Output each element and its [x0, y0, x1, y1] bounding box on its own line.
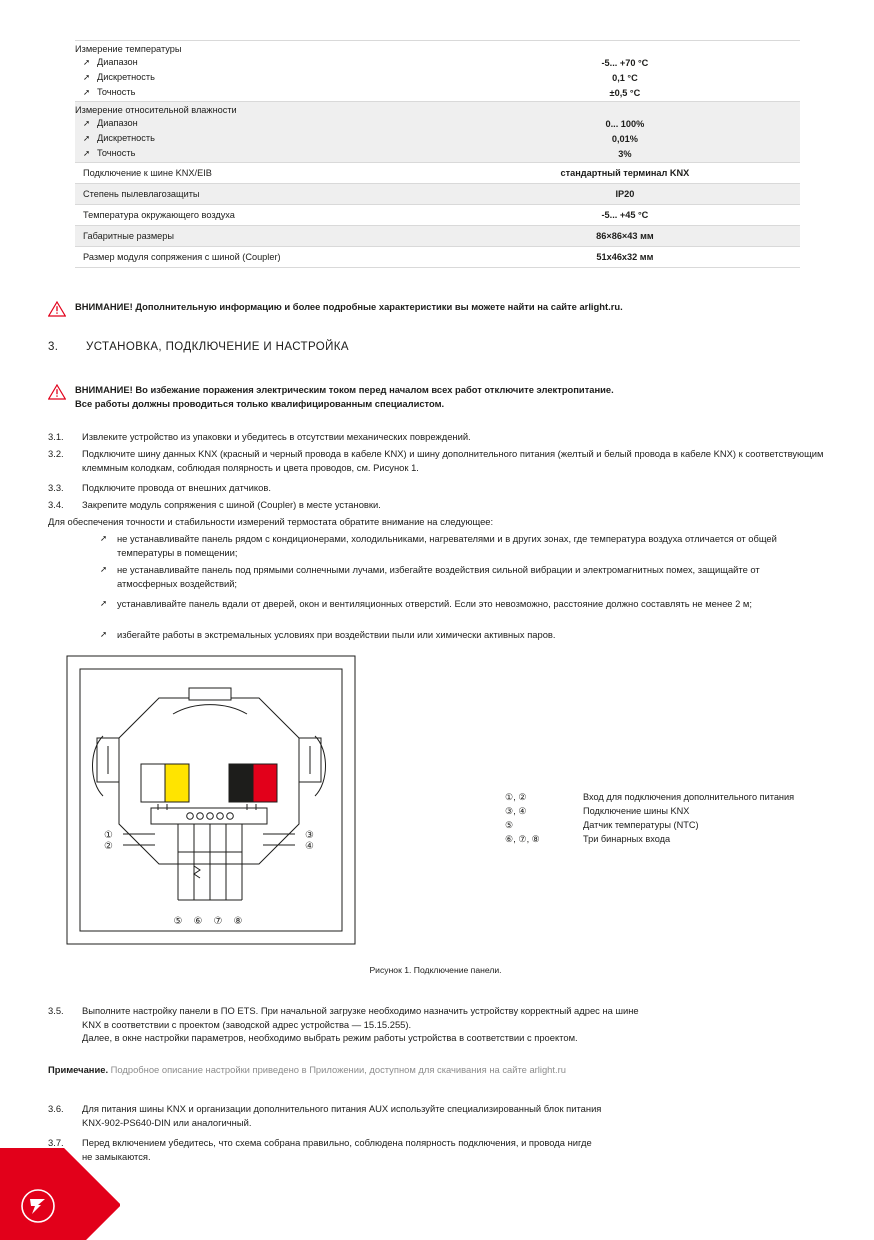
list-item — [48, 430, 838, 444]
arrow-icon: ➚ — [100, 564, 108, 574]
svg-text:⑥: ⑥ — [193, 916, 203, 927]
table-cell-value: 86×86×43 мм — [450, 226, 800, 247]
table-cell-label: Размер модуля сопряжения с шиной (Coupler) — [75, 247, 450, 268]
bullet-text: устанавливайте панель вдали от дверей, окон и вентиляционных отверстий. Если это невозможно, расстояние должно составлять не менее 2 м; — [117, 598, 752, 609]
table-cell-label: Подключение к шине KNX/EIB — [75, 163, 450, 184]
step-text: Закрепите модуль сопряжения с шиной (Coupler) в месте установки. — [82, 499, 381, 510]
step-text: Для питания шины KNX и организации дополнительного питания AUX используйте специализированный блок питания KNX-902-PS640-DIN или аналогичный. — [82, 1103, 602, 1128]
warning-triangle-icon — [48, 301, 65, 316]
step-number: 3.6. — [48, 1103, 64, 1114]
legend-label: Три бинарных входа — [583, 834, 671, 844]
sub-row-label: ➚ Дискретность — [97, 131, 450, 146]
note-label: Примечание. — [48, 1064, 109, 1075]
legend-key: ③, ④ — [505, 806, 527, 816]
list-item — [48, 1102, 838, 1129]
note-block — [48, 1063, 838, 1077]
page-title: УСТАНОВКА, ПОДКЛЮЧЕНИЕ И НАСТРОЙКА — [86, 341, 349, 353]
table-cell-value — [450, 41, 800, 102]
sub-row-label: ➚ Диапазон — [97, 116, 450, 131]
list-item — [48, 447, 838, 474]
table-cell-label — [75, 41, 450, 102]
list-item — [48, 1004, 838, 1045]
table-row — [75, 184, 800, 205]
svg-text:②: ② — [104, 841, 113, 852]
sub-row-label: ➚ Точность — [97, 85, 450, 100]
arrow-icon: ➚ — [83, 87, 91, 97]
legend-key: ⑤ — [505, 820, 514, 830]
warning-block-1 — [48, 300, 808, 316]
arrow-icon: ➚ — [100, 598, 108, 608]
value-stack: -5... +70 °C 0,1 °C ±0,5 °C — [450, 41, 800, 101]
step-number: 3.5. — [48, 1005, 64, 1016]
warning-text: ВНИМАНИЕ! Во избежание поражения электрическим током перед началом всех работ отключите электропитание. Все работы должны проводиться только квалифицированным специалистом. — [75, 384, 614, 409]
list-item — [100, 597, 820, 611]
svg-text:⑦: ⑦ — [213, 916, 223, 927]
step-text: Подключите провода от внешних датчиков. — [82, 482, 271, 493]
brand-corner — [0, 1148, 120, 1240]
svg-text:⑤: ⑤ — [173, 916, 183, 927]
table-cell-value: -5... +45 °C — [450, 205, 800, 226]
svg-text:④: ④ — [305, 841, 314, 852]
step-number: 3.1. — [48, 431, 64, 442]
diagram-legend — [505, 790, 794, 846]
legend-key: ⑥, ⑦, ⑧ — [505, 834, 540, 844]
table-row — [75, 247, 800, 268]
spacer — [450, 102, 800, 117]
svg-text:⑧: ⑧ — [233, 916, 243, 927]
table-row — [75, 41, 800, 102]
arrow-icon: ➚ — [83, 57, 91, 67]
legend-item — [505, 818, 794, 832]
table-row — [75, 102, 800, 163]
table-cell-label: Габаритные размеры — [75, 226, 450, 247]
step-text: Перед включением убедитесь, что схема собрана правильно, соблюдена полярность подключения, и провода нигде не замыкаются. — [82, 1137, 592, 1162]
arrow-icon: ➚ — [83, 148, 91, 158]
list-item — [48, 481, 838, 495]
bullets-intro: Для обеспечения точности и стабильности измерений термостата обратите внимание на следующее: — [48, 516, 494, 527]
step-text: Извлеките устройство из упаковки и убедитесь в отсутствии механических повреждений. — [82, 431, 471, 442]
table-cell-label: Степень пылевлагозащиты — [75, 184, 450, 205]
table-cell-value — [450, 102, 800, 163]
group-title: Измерение температуры — [75, 44, 182, 54]
group-title: Измерение относительной влажности — [75, 105, 237, 115]
table-row — [75, 163, 800, 184]
arrow-icon: ➚ — [100, 533, 108, 543]
sub-row-label: ➚ Точность — [97, 146, 450, 161]
arrow-icon: ➚ — [83, 118, 91, 128]
wiring-diagram — [63, 652, 423, 957]
warning-triangle-icon — [48, 384, 65, 399]
step-number: 3.4. — [48, 499, 64, 510]
figure-caption: Рисунок 1. Подключение панели. — [369, 965, 502, 975]
logo-glyph-icon — [20, 1188, 56, 1224]
step-text: Выполните настройку панели в ПО ETS. При начальной загрузке необходимо назначить устройству корректный адрес на шине KNX в соответствии с проектом (заводской адрес устройства — 15.15.255). Далее, в окне настройки параметров, необходимо выбрать режим работы устройства в соответствии с проектом. — [82, 1005, 639, 1044]
step-number: 3.7. — [48, 1137, 64, 1148]
bullet-text: избегайте работы в экстремальных условиях при воздействии пыли или химически активных паров. — [117, 629, 556, 640]
bullet-text: не устанавливайте панель рядом с кондиционерами, холодильниками, нагревателями и в других зонах, где температура воздуха отличается от общей температуры в помещении; — [117, 533, 777, 558]
list-item — [100, 628, 820, 642]
table-cell-label: Температура окружающего воздуха — [75, 205, 450, 226]
legend-label: Подключение шины KNX — [583, 806, 690, 816]
table-cell-value: 51x46x32 мм — [450, 247, 800, 268]
arlight-logo — [20, 1188, 56, 1224]
svg-text:③: ③ — [305, 830, 314, 841]
diagram-svg — [63, 652, 423, 957]
specifications-table — [75, 40, 800, 268]
table-cell-label — [75, 102, 450, 163]
list-item — [100, 563, 820, 590]
list-item — [48, 1136, 838, 1163]
sub-row-label: ➚ Диапазон — [97, 55, 450, 70]
table-row — [75, 205, 800, 226]
legend-item — [505, 832, 794, 846]
arrow-icon: ➚ — [83, 133, 91, 143]
corner-shape — [0, 1148, 120, 1240]
warning-block-2 — [48, 383, 838, 410]
spacer — [450, 41, 800, 56]
bullet-text: не устанавливайте панель под прямыми солнечными лучами, избегайте воздействия сильной вибрации и электромагнитных помех, защищайте от атмосферных воздействий; — [117, 564, 760, 589]
legend-label: Вход для подключения дополнительного питания — [583, 792, 795, 802]
legend-item — [505, 790, 794, 804]
warning-text: ВНИМАНИЕ! Дополнительную информацию и более подробные характеристики вы можете найти на сайте arlight.ru. — [75, 301, 623, 312]
list-item — [48, 498, 838, 512]
table-cell-value: стандартный терминал KNX — [450, 163, 800, 184]
table-cell-value: IP20 — [450, 184, 800, 205]
step-number: 3.2. — [48, 448, 64, 459]
step-number: 3.3. — [48, 482, 64, 493]
value-stack: 0... 100% 0,01% 3% — [450, 102, 800, 162]
legend-item — [505, 804, 794, 818]
sub-row-label: ➚ Дискретность — [97, 70, 450, 85]
legend-key: ①, ② — [505, 792, 527, 802]
legend-label: Датчик температуры (NTC) — [583, 820, 699, 830]
section-number: 3. — [48, 341, 59, 353]
svg-text:①: ① — [104, 830, 113, 841]
arrow-icon: ➚ — [100, 629, 108, 639]
note-text: Подробное описание настройки приведено в Приложении, доступном для скачивания на сайте arlight.ru — [110, 1064, 566, 1075]
step-text: Подключите шину данных KNX (красный и черный провода в кабеле KNX) и шину дополнительного питания (желтый и белый провода в кабеле KNX) к соответствующим клеммным колодкам, соблюдая полярность и цвета проводов, см. Рисунок 1. — [82, 448, 824, 473]
arrow-icon: ➚ — [83, 72, 91, 82]
table-row — [75, 226, 800, 247]
list-item — [100, 532, 820, 559]
